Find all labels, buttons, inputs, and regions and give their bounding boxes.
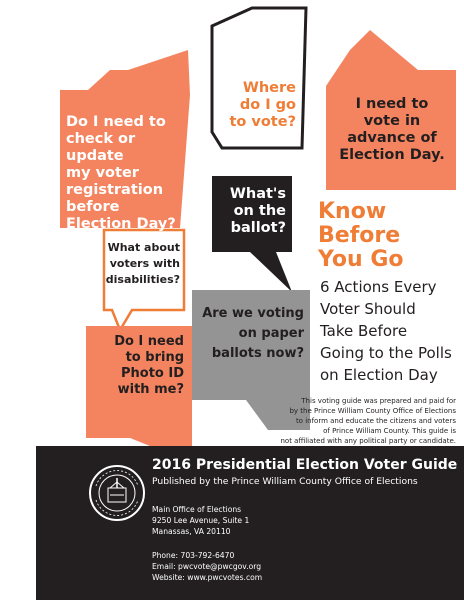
- registration-line-5: before: [66, 199, 120, 215]
- contact-info: [152, 550, 452, 583]
- footer-title: 2016 Presidential Election Voter Guide: [152, 457, 458, 473]
- address-line-2: 9250 Lee Avenue, Suite 1: [152, 516, 250, 525]
- paper-line-2: on paper: [238, 326, 304, 341]
- disclaimer-line-5: not affiliated with any political party or candidate.: [280, 437, 456, 445]
- registration-line-2: check or update: [66, 131, 136, 164]
- advance-line-2: vote in: [363, 113, 421, 129]
- subtitle-line-1: 6 Actions Every: [320, 278, 437, 296]
- ballot-question: [212, 186, 286, 237]
- where-line-3: to vote?: [229, 114, 296, 130]
- footer-subtitle: Published by the Prince William County Office of Elections: [152, 476, 418, 487]
- paper-question: [196, 304, 304, 364]
- footer-band: [36, 446, 464, 600]
- disclaimer-line-3: to inform and educate the citizens and voters: [295, 417, 456, 425]
- office-address: [152, 504, 452, 537]
- registration-question: [66, 114, 186, 233]
- subtitle-line-5: on Election Day: [320, 366, 438, 384]
- email-line: Email: pwcvote@pwcgov.org: [152, 562, 262, 571]
- registration-line-6: Election Day?: [66, 216, 176, 232]
- subtitle-line-2: Voter Should: [320, 300, 416, 318]
- disabilities-line-3: disabilities?: [105, 273, 180, 286]
- ballot-line-2: on the: [233, 203, 286, 219]
- disabilities-question: [104, 240, 180, 288]
- subtitle-line-3: Take Before: [320, 322, 408, 340]
- address-line-3: Manassas, VA 20110: [152, 527, 231, 536]
- photo-id-line-1: Do I need: [114, 334, 184, 349]
- phone-line: Phone: 703-792-6470: [152, 551, 235, 560]
- six-actions-subtitle: [320, 276, 460, 386]
- address-line-1: Main Office of Elections: [152, 505, 242, 514]
- disabilities-line-2: voters with: [109, 257, 180, 270]
- where-line-1: Where: [242, 80, 296, 96]
- photo-id-line-4: with me?: [117, 382, 184, 397]
- ballot-line-3: ballot?: [230, 220, 286, 236]
- heading-line-1: Know: [318, 199, 387, 224]
- disclaimer-line-4: of Prince William County. This guide is: [323, 427, 456, 435]
- county-seal-icon: [88, 464, 146, 522]
- registration-line-1: Do I need to: [66, 114, 166, 130]
- ballot-line-1: What's: [229, 186, 286, 202]
- advance-line-3: advance of: [347, 130, 437, 146]
- disabilities-line-1: What about: [107, 241, 180, 254]
- disclaimer-line-1: This voting guide was prepared and paid for: [301, 397, 456, 405]
- advance-line-4: Election Day.: [339, 147, 445, 163]
- where-question: [222, 80, 296, 131]
- photo-id-question: [92, 334, 184, 398]
- photo-id-line-2: to bring: [125, 350, 184, 365]
- paper-line-3: ballots now?: [211, 346, 304, 361]
- advance-question: [334, 96, 450, 164]
- advance-line-1: I need to: [355, 96, 429, 112]
- website-line: Website: www.pwcvotes.com: [152, 573, 263, 582]
- paper-line-1: Are we voting: [202, 306, 304, 321]
- registration-line-3: my voter: [66, 165, 139, 181]
- know-before-you-go-heading: [318, 200, 458, 272]
- heading-line-2: Before: [318, 223, 401, 248]
- photo-id-line-3: Photo ID: [120, 366, 184, 381]
- registration-line-4: registration: [66, 182, 164, 198]
- heading-line-3: You Go: [318, 247, 404, 272]
- disclaimer-line-2: by the Prince William County Office of Elections: [289, 407, 456, 415]
- where-line-2: do I go: [239, 97, 296, 113]
- disclaimer-text: [236, 396, 456, 446]
- subtitle-line-4: Going to the Polls: [320, 344, 452, 362]
